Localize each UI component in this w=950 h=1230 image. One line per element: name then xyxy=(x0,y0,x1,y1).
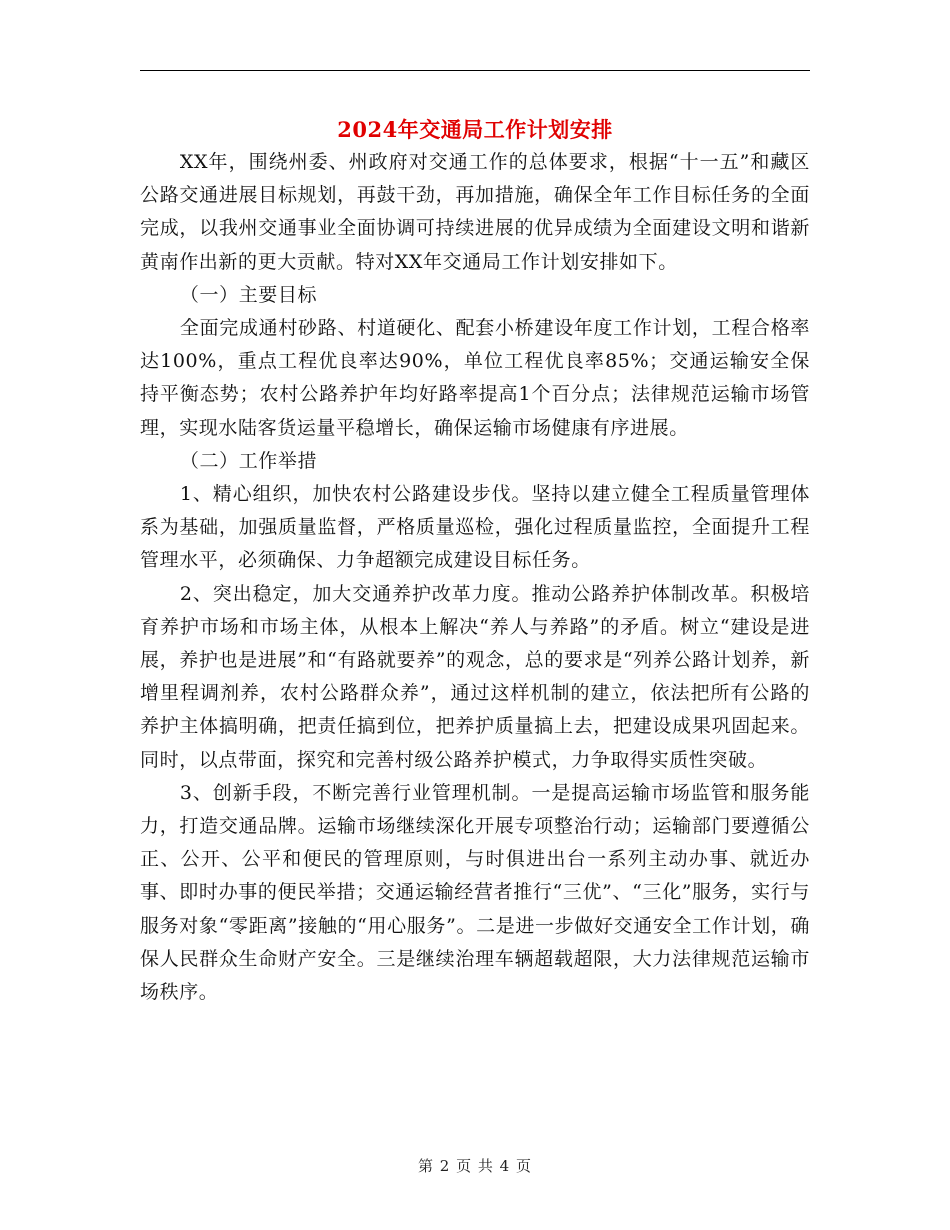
measure-item-2: 2、突出稳定，加大交通养护改革力度。推动公路养护体制改革。积极培育养护市场和市场主体，从根本上解决“养人与养路”的矛盾。树立“建设是进展，养护也是进展”和“有路就要养”的观念，总的要求是“列养公路计划养，新增里程调剂养，农村公路群众养”，通过这样机制的建立，依法把所有公路的养护主体搞明确，把责任搞到位，把养护质量搞上去，把建设成果巩固起来。同时，以点带面，探究和完善村级公路养护模式，力争取得实质性突破。 xyxy=(140,582,810,771)
measure-item-1: 1、精心组织，加快农村公路建设步伐。坚持以建立健全工程质量管理体系为基础，加强质量监督，严格质量巡检，强化过程质量监控，全面提升工程管理水平，必须确保、力争超额完成建设目标任务。 xyxy=(140,483,810,572)
intro-paragraph: XX年，围绕州委、州政府对交通工作的总体要求，根据“十一五”和藏区公路交通进展目标规划，再鼓干劲，再加措施，确保全年工作目标任务的全面完成，以我州交通事业全面协调可持续进展的优异成绩为全面建设文明和谐新黄南作出新的更大贡献。特对XX年交通局工作计划安排如下。 xyxy=(140,151,810,273)
page-number: 第 2 页 共 4 页 xyxy=(418,1157,532,1175)
section-heading-main-goals: （一）主要目标 xyxy=(179,283,318,306)
header-rule xyxy=(140,70,810,71)
main-goals-paragraph: 全面完成通村砂路、村道硬化、配套小桥建设年度工作计划，工程合格率达100%，重点工程优良率达90%，单位工程优良率85%；交通运输安全保持平衡态势；农村公路养护年均好路率提高1个百分点；法律规范运输市场管理，实现水陆客货运量平稳增长，确保运输市场健康有序进展。 xyxy=(140,317,810,439)
measure-item-3: 3、创新手段，不断完善行业管理机制。一是提高运输市场监管和服务能力，打造交通品牌。运输市场继续深化开展专项整治行动；运输部门要遵循公正、公开、公平和便民的管理原则，与时俱进出台一系列主动办事、就近办事、即时办事的便民举措；交通运输经营者推行“三优”、“三化”服务，实行与服务对象“零距离”接触的“用心服务”。二是进一步做好交通安全工作计划，确保人民群众生命财产安全。三是继续治理车辆超载超限，大力法律规范运输市场秩序。 xyxy=(140,781,810,1004)
section-heading-work-measures: （二）工作举措 xyxy=(179,449,318,472)
document-body xyxy=(140,146,810,1009)
document-title: 2024年交通局工作计划安排 xyxy=(337,117,613,142)
